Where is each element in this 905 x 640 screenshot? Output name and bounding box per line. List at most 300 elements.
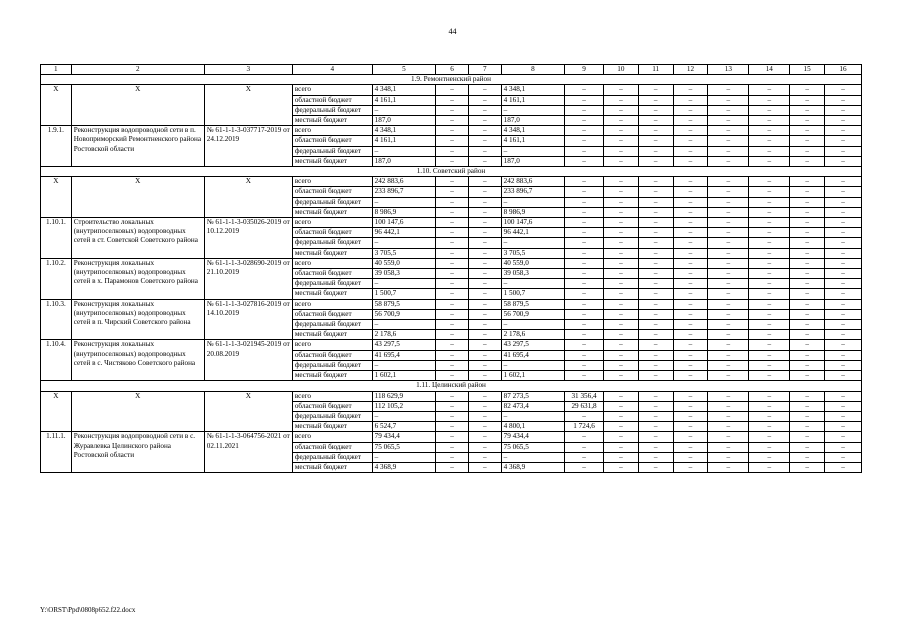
value-col-14: – <box>749 422 790 432</box>
value-col-10: – <box>603 85 638 95</box>
value-col-5: 58 879,5 <box>372 299 435 309</box>
value-col-9: – <box>565 156 604 166</box>
value-col-5: – <box>372 279 435 289</box>
value-col-15: – <box>790 279 825 289</box>
value-col-13: – <box>708 330 749 340</box>
value-col-16: – <box>825 269 862 279</box>
section-title: 1.10. Советский район <box>41 167 862 177</box>
value-col-10: – <box>603 452 638 462</box>
value-col-7: – <box>468 207 501 217</box>
value-col-16: – <box>825 187 862 197</box>
item-number: X <box>41 177 72 218</box>
value-col-16: – <box>825 177 862 187</box>
value-col-7: – <box>468 146 501 156</box>
value-col-15: – <box>790 371 825 381</box>
value-col-16: – <box>825 309 862 319</box>
value-col-9: – <box>565 299 604 309</box>
value-col-13: – <box>708 269 749 279</box>
value-col-14: – <box>749 269 790 279</box>
value-col-11: – <box>638 207 673 217</box>
value-col-14: – <box>749 116 790 126</box>
value-col-12: – <box>673 218 708 228</box>
value-col-11: – <box>638 411 673 421</box>
value-col-15: – <box>790 258 825 268</box>
value-col-11: – <box>638 360 673 370</box>
funding-source: всего <box>292 177 372 187</box>
value-col-8: 43 297,5 <box>501 340 564 350</box>
value-col-12: – <box>673 299 708 309</box>
value-col-5: 96 442,1 <box>372 228 435 238</box>
value-col-9: – <box>565 248 604 258</box>
value-col-8: 4 348,1 <box>501 85 564 95</box>
value-col-13: – <box>708 105 749 115</box>
value-col-11: – <box>638 432 673 442</box>
value-col-15: – <box>790 228 825 238</box>
value-col-9: – <box>565 187 604 197</box>
value-col-11: – <box>638 105 673 115</box>
value-col-15: – <box>790 442 825 452</box>
value-col-11: – <box>638 330 673 340</box>
value-col-7: – <box>468 411 501 421</box>
value-col-15: – <box>790 360 825 370</box>
value-col-6: – <box>436 309 469 319</box>
value-col-8: – <box>501 279 564 289</box>
value-col-13: – <box>708 422 749 432</box>
section-row <box>41 381 862 391</box>
value-col-10: – <box>603 391 638 401</box>
value-col-10: – <box>603 248 638 258</box>
value-col-8: – <box>501 238 564 248</box>
header-cell: 16 <box>825 65 862 75</box>
value-col-13: – <box>708 248 749 258</box>
value-col-11: – <box>638 309 673 319</box>
value-col-13: – <box>708 279 749 289</box>
header-cell: 2 <box>71 65 204 75</box>
value-col-7: – <box>468 136 501 146</box>
value-col-8: – <box>501 146 564 156</box>
value-col-9: – <box>565 371 604 381</box>
funding-source: областной бюджет <box>292 187 372 197</box>
project-row <box>41 340 862 350</box>
value-col-16: – <box>825 299 862 309</box>
value-col-9: – <box>565 126 604 136</box>
value-col-14: – <box>749 177 790 187</box>
value-col-11: – <box>638 391 673 401</box>
value-col-5: – <box>372 238 435 248</box>
value-col-7: – <box>468 95 501 105</box>
value-col-12: – <box>673 136 708 146</box>
header-cell: 10 <box>603 65 638 75</box>
value-col-15: – <box>790 289 825 299</box>
value-col-14: – <box>749 85 790 95</box>
value-col-14: – <box>749 248 790 258</box>
section-row <box>41 75 862 85</box>
value-col-14: – <box>749 238 790 248</box>
value-col-13: – <box>708 126 749 136</box>
header-cell: 4 <box>292 65 372 75</box>
value-col-12: – <box>673 258 708 268</box>
value-col-7: – <box>468 177 501 187</box>
value-col-8: – <box>501 452 564 462</box>
funding-source: всего <box>292 218 372 228</box>
value-col-8: 1 500,7 <box>501 289 564 299</box>
value-col-16: – <box>825 442 862 452</box>
value-col-11: – <box>638 279 673 289</box>
footer-file-path: Y:\ORST\Ppd\0808p652.f22.docx <box>40 606 136 614</box>
funding-source: всего <box>292 340 372 350</box>
value-col-9: – <box>565 85 604 95</box>
value-col-10: – <box>603 422 638 432</box>
value-col-10: – <box>603 371 638 381</box>
value-col-16: – <box>825 360 862 370</box>
value-col-15: – <box>790 422 825 432</box>
value-col-6: – <box>436 126 469 136</box>
value-col-6: – <box>436 187 469 197</box>
value-col-5: – <box>372 320 435 330</box>
value-col-12: – <box>673 126 708 136</box>
value-col-9: – <box>565 289 604 299</box>
value-col-6: – <box>436 350 469 360</box>
value-col-12: – <box>673 371 708 381</box>
value-col-14: – <box>749 279 790 289</box>
value-col-14: – <box>749 95 790 105</box>
document-ref: № 61-1-1-3-064756-2021 от 02.11.2021 <box>204 432 292 473</box>
value-col-16: – <box>825 218 862 228</box>
funding-source: местный бюджет <box>292 116 372 126</box>
value-col-5: – <box>372 105 435 115</box>
funding-source: областной бюджет <box>292 442 372 452</box>
value-col-7: – <box>468 452 501 462</box>
value-col-6: – <box>436 136 469 146</box>
value-col-15: – <box>790 432 825 442</box>
value-col-10: – <box>603 462 638 472</box>
value-col-15: – <box>790 187 825 197</box>
value-col-10: – <box>603 269 638 279</box>
value-col-7: – <box>468 228 501 238</box>
value-col-9: – <box>565 238 604 248</box>
value-col-5: 40 559,0 <box>372 258 435 268</box>
value-col-10: – <box>603 279 638 289</box>
value-col-5: 39 058,3 <box>372 269 435 279</box>
funding-source: местный бюджет <box>292 289 372 299</box>
value-col-7: – <box>468 309 501 319</box>
funding-source: местный бюджет <box>292 207 372 217</box>
value-col-7: – <box>468 238 501 248</box>
value-col-10: – <box>603 146 638 156</box>
value-col-8: 87 273,5 <box>501 391 564 401</box>
header-cell: 15 <box>790 65 825 75</box>
value-col-9: – <box>565 105 604 115</box>
value-col-16: – <box>825 136 862 146</box>
value-col-16: – <box>825 289 862 299</box>
value-col-14: – <box>749 289 790 299</box>
value-col-11: – <box>638 126 673 136</box>
value-col-13: – <box>708 411 749 421</box>
value-col-11: – <box>638 452 673 462</box>
value-col-6: – <box>436 269 469 279</box>
value-col-9: – <box>565 95 604 105</box>
value-col-14: – <box>749 156 790 166</box>
header-cell: 12 <box>673 65 708 75</box>
value-col-5: 4 348,1 <box>372 85 435 95</box>
value-col-5: 43 297,5 <box>372 340 435 350</box>
funding-source: областной бюджет <box>292 228 372 238</box>
funding-source: федеральный бюджет <box>292 411 372 421</box>
value-col-8: 100 147,6 <box>501 218 564 228</box>
value-col-16: – <box>825 95 862 105</box>
value-col-9: – <box>565 228 604 238</box>
value-col-15: – <box>790 330 825 340</box>
value-col-15: – <box>790 238 825 248</box>
funding-source: местный бюджет <box>292 422 372 432</box>
value-col-9: – <box>565 350 604 360</box>
value-col-13: – <box>708 391 749 401</box>
value-col-16: – <box>825 411 862 421</box>
value-col-14: – <box>749 442 790 452</box>
object-name: X <box>71 85 204 126</box>
value-col-14: – <box>749 299 790 309</box>
value-col-10: – <box>603 218 638 228</box>
value-col-16: – <box>825 156 862 166</box>
funding-source: федеральный бюджет <box>292 197 372 207</box>
value-col-11: – <box>638 218 673 228</box>
value-col-11: – <box>638 187 673 197</box>
value-col-16: – <box>825 258 862 268</box>
item-number: X <box>41 85 72 126</box>
item-number: 1.10.2. <box>41 258 72 299</box>
document-ref: № 61-1-1-3-027816-2019 от 14.10.2019 <box>204 299 292 340</box>
value-col-10: – <box>603 360 638 370</box>
value-col-8: 82 473,4 <box>501 401 564 411</box>
value-col-10: – <box>603 299 638 309</box>
value-col-7: – <box>468 422 501 432</box>
funding-source: местный бюджет <box>292 156 372 166</box>
value-col-7: – <box>468 391 501 401</box>
value-col-15: – <box>790 116 825 126</box>
value-col-6: – <box>436 238 469 248</box>
value-col-16: – <box>825 391 862 401</box>
value-col-7: – <box>468 269 501 279</box>
value-col-15: – <box>790 105 825 115</box>
funding-source: областной бюджет <box>292 269 372 279</box>
value-col-6: – <box>436 422 469 432</box>
value-col-14: – <box>749 187 790 197</box>
value-col-15: – <box>790 146 825 156</box>
item-number: 1.11.1. <box>41 432 72 473</box>
value-col-6: – <box>436 105 469 115</box>
value-col-10: – <box>603 95 638 105</box>
value-col-10: – <box>603 187 638 197</box>
value-col-13: – <box>708 116 749 126</box>
value-col-13: – <box>708 207 749 217</box>
value-col-14: – <box>749 411 790 421</box>
value-col-7: – <box>468 85 501 95</box>
value-col-9: – <box>565 340 604 350</box>
value-col-10: – <box>603 411 638 421</box>
value-col-12: – <box>673 279 708 289</box>
value-col-15: – <box>790 452 825 462</box>
value-col-6: – <box>436 279 469 289</box>
value-col-7: – <box>468 197 501 207</box>
value-col-7: – <box>468 432 501 442</box>
value-col-10: – <box>603 136 638 146</box>
value-col-6: – <box>436 411 469 421</box>
funding-source: всего <box>292 432 372 442</box>
value-col-12: – <box>673 95 708 105</box>
object-name: Реконструкция водопроводной сети в с. Журавлевка Целинского района Ростовской области <box>71 432 204 473</box>
value-col-8: 8 986,9 <box>501 207 564 217</box>
value-col-16: – <box>825 340 862 350</box>
value-col-15: – <box>790 218 825 228</box>
value-col-9: – <box>565 442 604 452</box>
value-col-5: 233 896,7 <box>372 187 435 197</box>
funding-source: местный бюджет <box>292 462 372 472</box>
total-row <box>41 85 862 95</box>
value-col-6: – <box>436 330 469 340</box>
value-col-8: – <box>501 411 564 421</box>
value-col-12: – <box>673 391 708 401</box>
value-col-16: – <box>825 432 862 442</box>
value-col-10: – <box>603 340 638 350</box>
value-col-13: – <box>708 85 749 95</box>
value-col-5: 187,0 <box>372 156 435 166</box>
header-cell: 13 <box>708 65 749 75</box>
value-col-10: – <box>603 197 638 207</box>
value-col-10: – <box>603 228 638 238</box>
value-col-11: – <box>638 299 673 309</box>
value-col-8: 2 178,6 <box>501 330 564 340</box>
value-col-5: 112 105,2 <box>372 401 435 411</box>
value-col-8: 41 695,4 <box>501 350 564 360</box>
value-col-7: – <box>468 340 501 350</box>
value-col-5: – <box>372 411 435 421</box>
value-col-6: – <box>436 258 469 268</box>
value-col-16: – <box>825 207 862 217</box>
value-col-11: – <box>638 177 673 187</box>
project-row <box>41 218 862 228</box>
value-col-8: 233 896,7 <box>501 187 564 197</box>
value-col-13: – <box>708 218 749 228</box>
object-name: Реконструкция локальных (внутрипоселковых) водопроводных сетей в х. Парамонов Советского района <box>71 258 204 299</box>
value-col-12: – <box>673 360 708 370</box>
value-col-13: – <box>708 401 749 411</box>
value-col-5: 100 147,6 <box>372 218 435 228</box>
value-col-6: – <box>436 452 469 462</box>
value-col-11: – <box>638 238 673 248</box>
value-col-10: – <box>603 207 638 217</box>
value-col-13: – <box>708 187 749 197</box>
value-col-9: 1 724,6 <box>565 422 604 432</box>
value-col-7: – <box>468 360 501 370</box>
value-col-13: – <box>708 371 749 381</box>
header-cell: 14 <box>749 65 790 75</box>
value-col-12: – <box>673 269 708 279</box>
value-col-11: – <box>638 422 673 432</box>
value-col-15: – <box>790 340 825 350</box>
value-col-16: – <box>825 146 862 156</box>
funding-source: местный бюджет <box>292 330 372 340</box>
value-col-16: – <box>825 330 862 340</box>
value-col-12: – <box>673 320 708 330</box>
value-col-15: – <box>790 126 825 136</box>
value-col-13: – <box>708 238 749 248</box>
value-col-11: – <box>638 248 673 258</box>
value-col-12: – <box>673 452 708 462</box>
value-col-7: – <box>468 218 501 228</box>
total-row <box>41 391 862 401</box>
funding-source: федеральный бюджет <box>292 105 372 115</box>
value-col-5: – <box>372 360 435 370</box>
value-col-8: 187,0 <box>501 156 564 166</box>
value-col-9: – <box>565 258 604 268</box>
value-col-14: – <box>749 452 790 462</box>
funding-source: федеральный бюджет <box>292 238 372 248</box>
value-col-8: – <box>501 197 564 207</box>
funding-source: всего <box>292 299 372 309</box>
value-col-7: – <box>468 156 501 166</box>
document-ref: № 61-1-1-3-021945-2019 от 20.08.2019 <box>204 340 292 381</box>
value-col-6: – <box>436 432 469 442</box>
value-col-12: – <box>673 309 708 319</box>
value-col-9: – <box>565 197 604 207</box>
object-name: Реконструкция водопроводной сети в п. Новоприморский Ремонтненского района Ростовской области <box>71 126 204 167</box>
value-col-13: – <box>708 258 749 268</box>
value-col-5: 4 161,1 <box>372 136 435 146</box>
funding-source: всего <box>292 258 372 268</box>
value-col-5: 79 434,4 <box>372 432 435 442</box>
value-col-14: – <box>749 432 790 442</box>
value-col-7: – <box>468 350 501 360</box>
value-col-16: – <box>825 197 862 207</box>
value-col-8: 4 161,1 <box>501 136 564 146</box>
document-ref: № 61-1-1-3-028690-2019 от 21.10.2019 <box>204 258 292 299</box>
value-col-6: – <box>436 289 469 299</box>
value-col-8: 4 368,9 <box>501 462 564 472</box>
value-col-5: 41 695,4 <box>372 350 435 360</box>
value-col-13: – <box>708 146 749 156</box>
value-col-16: – <box>825 238 862 248</box>
value-col-11: – <box>638 401 673 411</box>
value-col-7: – <box>468 116 501 126</box>
budget-table <box>40 64 862 473</box>
value-col-5: 75 065,5 <box>372 442 435 452</box>
value-col-13: – <box>708 432 749 442</box>
value-col-16: – <box>825 116 862 126</box>
value-col-6: – <box>436 95 469 105</box>
value-col-12: – <box>673 350 708 360</box>
value-col-10: – <box>603 289 638 299</box>
funding-source: областной бюджет <box>292 136 372 146</box>
value-col-12: – <box>673 401 708 411</box>
section-row <box>41 167 862 177</box>
value-col-8: 242 883,6 <box>501 177 564 187</box>
object-name: Реконструкция локальных (внутрипоселковых) водопроводных сетей в с. Чистяково Советского района <box>71 340 204 381</box>
project-row <box>41 126 862 136</box>
value-col-13: – <box>708 177 749 187</box>
value-col-5: 4 368,9 <box>372 462 435 472</box>
object-name: X <box>71 177 204 218</box>
value-col-9: – <box>565 279 604 289</box>
value-col-13: – <box>708 95 749 105</box>
funding-source: всего <box>292 391 372 401</box>
object-name: X <box>71 391 204 432</box>
value-col-6: – <box>436 177 469 187</box>
value-col-7: – <box>468 248 501 258</box>
project-row <box>41 432 862 442</box>
value-col-9: – <box>565 309 604 319</box>
value-col-6: – <box>436 197 469 207</box>
value-col-10: – <box>603 442 638 452</box>
